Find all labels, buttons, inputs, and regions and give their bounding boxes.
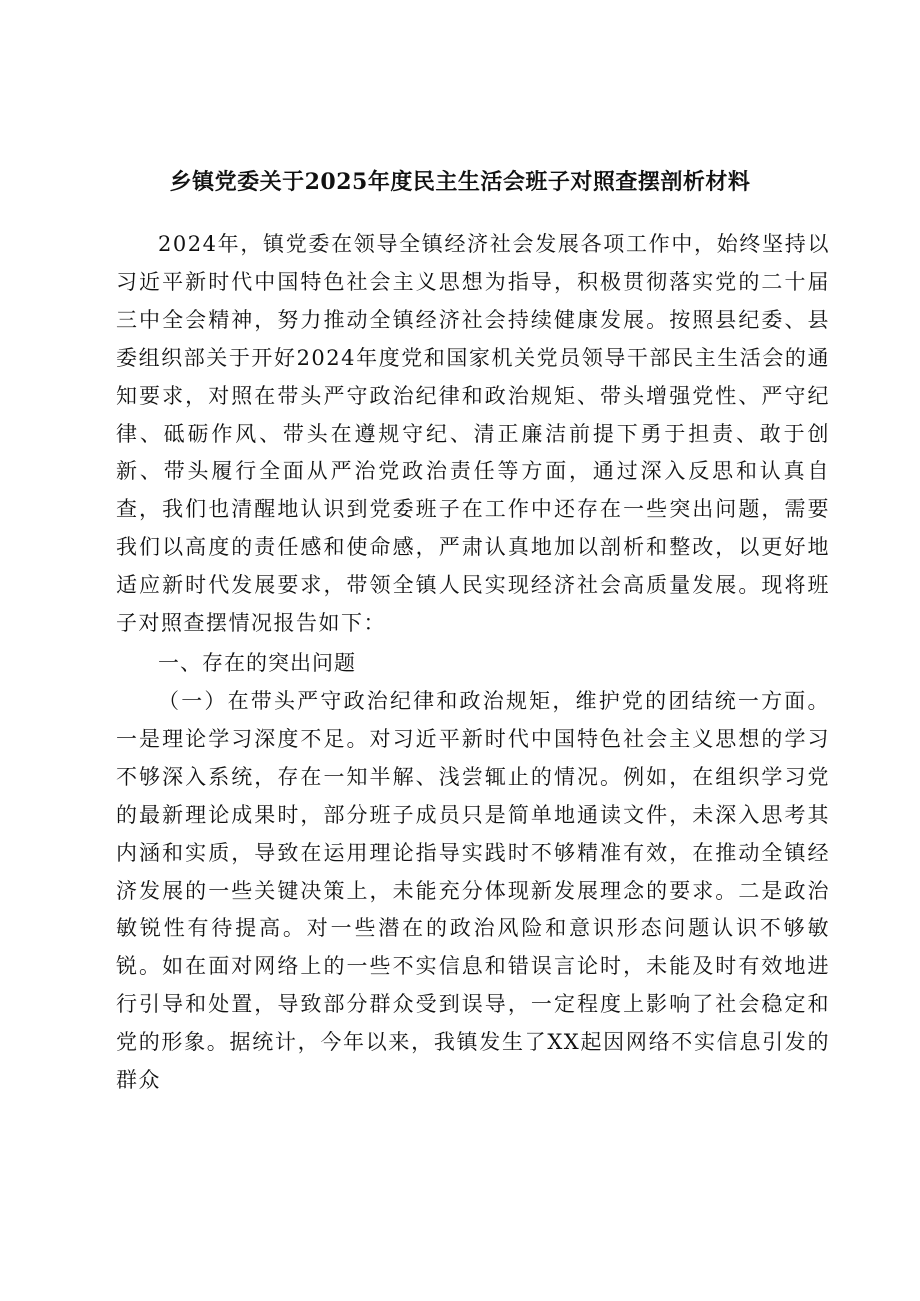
document-body — [116, 226, 830, 1100]
intro-paragraph: 2024年，镇党委在领导全镇经济社会发展各项工作中，始终坚持以习近平新时代中国特色社会主义思想为指导，积极贯彻落实党的二十届三中全会精神，努力推动全镇经济社会持续健康发展。按照县纪委、县委组织部关于开好2024年度党和国家机关党员领导干部民主生活会的通知要求，对照在带头严守政治纪律和政治规矩、带头增强党性、严守纪律、砥砺作风、带头在遵规守纪、清正廉洁前提下勇于担责、敢于创新、带头履行全面从严治党政治责任等方面，通过深入反思和认真自查，我们也清醒地认识到党委班子在工作中还存在一些突出问题，需要我们以高度的责任感和使命感，严肃认真地加以剖析和整改，以更好地适应新时代发展要求，带领全镇人民实现经济社会高质量发展。现将班子对照查摆情况报告如下： — [116, 232, 830, 636]
section-heading: 一、存在的突出问题 — [158, 650, 356, 675]
document-title: 乡镇党委关于2025年度民主生活会班子对照查摆剖析材料 — [169, 169, 751, 195]
subsection-paragraph: （一）在带头严守政治纪律和政治规矩，维护党的团结统一方面。一是理论学习深度不足。对习近平新时代中国特色社会主义思想的学习不够深入系统，存在一知半解、浅尝辄止的情况。例如，在组织学习党的最新理论成果时，部分班子成员只是简单地通读文件，未深入思考其内涵和实质，导致在运用理论指导实践时不够精准有效，在推动全镇经济发展的一些关键决策上，未能充分体现新发展理念的要求。二是政治敏锐性有待提高。对一些潜在的政治风险和意识形态问题认识不够敏锐。如在面对网络上的一些不实信息和错误言论时，未能及时有效地进行引导和处置，导致部分群众受到误导，一定程度上影响了社会稳定和党的形象。据统计，今年以来，我镇发生了XX起因网络不实信息引发的群众 — [116, 688, 830, 1093]
